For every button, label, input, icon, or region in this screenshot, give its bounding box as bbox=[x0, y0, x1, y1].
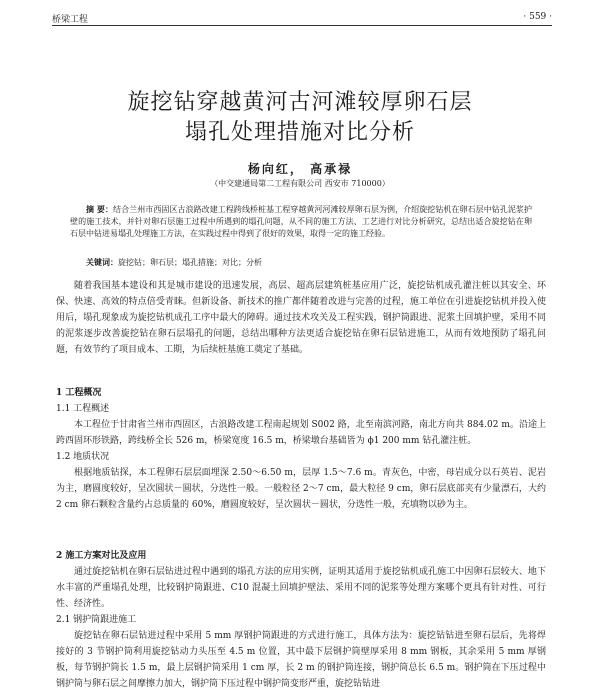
keywords-label: 关键词： bbox=[86, 257, 118, 267]
section-1 bbox=[56, 385, 546, 513]
journal-name: 桥梁工程 bbox=[52, 15, 89, 25]
section-2-intro-text: 通过旋挖钻机在卵石层钻进过程中遇到的塌孔方法的应用实例，证明其适用于旋挖钻机成孔施工中因卵石层较大、地下水丰富的严重塌孔处理，比较钢护筒跟进、C10 混凝土回填护壁法、采用不同的泥浆等处理方案哪个更具有针对性、可行性、经济性。 bbox=[56, 567, 546, 609]
paper-title bbox=[60, 88, 540, 148]
abstract bbox=[70, 203, 532, 240]
section-1-2-heading: 1.2 地质状况 bbox=[56, 452, 110, 462]
authors: 杨向红， 高承禄 bbox=[247, 162, 353, 176]
affiliation: （中交建通局第二工程有限公司 西安市 710000） bbox=[210, 179, 390, 188]
section-2-1-heading: 2.1 钢护筒跟进施工 bbox=[56, 615, 137, 625]
section-2 bbox=[56, 548, 546, 692]
intro-paragraph bbox=[56, 278, 546, 358]
header-divider bbox=[52, 25, 552, 26]
section-1-1-text: 本工程位于甘肃省兰州市西固区，古浪路改建工程南起规划 S002 路，北至南滨河路，南北方向共 884.02 m。沿途上跨西固环形铁路，跨线桥全长 526 m，桥梁宽度 16.5 m，桥梁墩台基础皆为 ϕ1 200 mm 钻孔灌注桩。 bbox=[56, 420, 546, 446]
title-line-2: 塌孔处理措施对比分析 bbox=[184, 120, 415, 145]
title-line-1: 旋挖钻穿越黄河古河滩较厚卵石层 bbox=[127, 90, 473, 115]
section-1-2-text: 根据地质钻探，本工程卵石层层面埋深 2.50～6.50 m，层厚 1.5～7.6 m。青灰色，中密，母岩成分以石英岩、泥岩为主，磨圆度较好，呈次圆状－圆状，分选性一般。一般粒径 2～7 cm，最大粒径 9 cm，卵石层底部夹有少量漂石，大约 2 cm 卵石颗粒含量约占总质量的 60%，磨圆度较好，呈次圆状－圆状，分选性一般，充填物以砂为主。 bbox=[56, 468, 546, 510]
keywords-text: 旋挖钻；卵石层；塌孔措施；对比；分析 bbox=[118, 258, 262, 267]
section-2-1-text: 旋挖钻在卵石层钻进过程中采用 5 mm 厚钢护筒跟进的方式进行施工，具体方法为：旋挖钻钻进至卵石层后，先将焊接好的 3 节钢护筒利用旋挖钻动力头压至 4.5 m 位置，其中最下层钢护筒壁厚采用 8 mm 钢板，其余采用 5 mm 厚钢板，每节钢护筒长 1.5 m，最上层钢护筒采用 1 cm 厚，长 2 m 的钢护筒连接，钢护筒总长 6.5 m。钢护筒在下压过程中钢护筒与卵石层之间摩擦力加大，钢护筒下压过程中钢护筒变形严重，旋挖钻钻进 bbox=[56, 631, 546, 689]
section-1-1-heading: 1.1 工程概述 bbox=[56, 404, 110, 414]
section-1-heading: 1 工程概况 bbox=[56, 388, 102, 398]
running-header bbox=[52, 8, 552, 24]
abstract-label: 摘 要： bbox=[86, 204, 114, 214]
abstract-text: 结合兰州市西固区古浪路改建工程跨线桥桩基工程穿越黄河河滩较厚卵石层为例，介绍旋挖钻机在卵石层中钻孔泥浆护壁的施工技术，并针对卵石层施工过程中所遇到的塌孔问题，从不同的施工方法、工艺进行对比分析研究，总结出适合旋挖钻在卵石层中钻进易塌孔处理施工方法，在实践过程中得到了很好的效果，取得一定的施工经验。 bbox=[70, 205, 532, 238]
intro-text: 随着我国基本建设和其是城市建设的迅速发展，高层、超高层建筑桩基应用广泛，旋挖钻机成孔灌注桩以其安全、环保、快速、高效的特点倍受青睐。但新设备、新技术的推广都伴随着改进与完善的过程，施工单位在引进旋挖钻机并投入使用后，塌孔现象成为旋挖钻机成孔工序中最大的障碍。通过技术攻关及工程实践，钢护筒跟进、泥浆土回填护壁，采用不同的泥浆逐步改善旋挖钻在卵石层塌孔的问题，总结出哪种方法更适合旋挖钻在卵石层钻进施工，从而有效地预防了塌孔问题，有效节约了项目成本、工期，为后续桩基施工奠定了基础。 bbox=[56, 281, 546, 355]
keywords bbox=[86, 257, 536, 268]
section-2-heading: 2 施工方案对比及应用 bbox=[56, 551, 147, 561]
page-number: · 559 · bbox=[523, 12, 552, 22]
